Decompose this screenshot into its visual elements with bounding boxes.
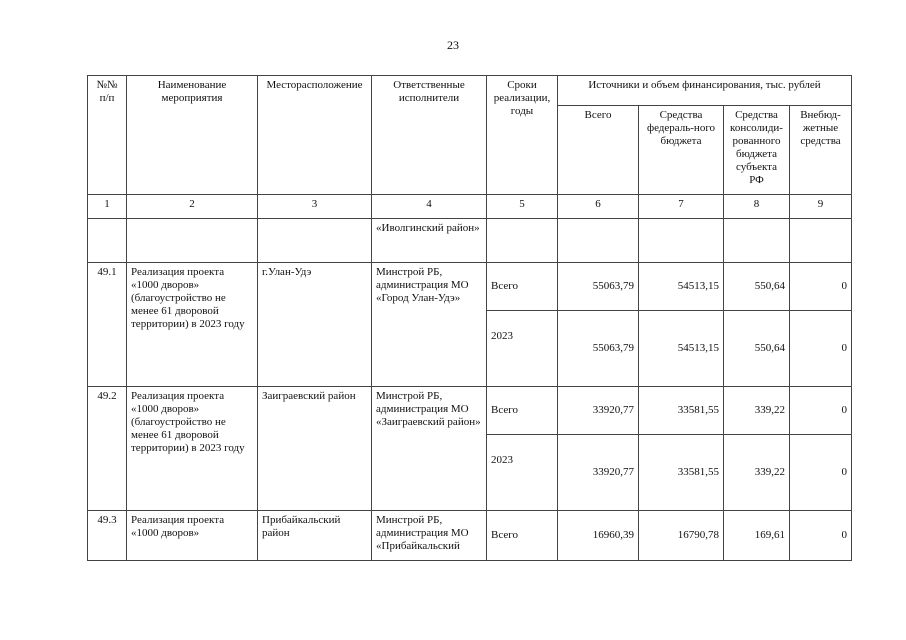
table-row [88, 511, 852, 561]
event-name: Реализация проекта «1000 дворов» (благоустройство не менее 61 дворовой территории) в 2023 году [127, 387, 258, 511]
row-number: 49.2 [88, 387, 127, 511]
regional-value: 169,61 [724, 511, 790, 561]
financing-table [87, 75, 852, 561]
table-row [88, 387, 852, 435]
header-total: Всего [558, 106, 639, 195]
period: 2023 [487, 311, 558, 387]
offbudget-value: 0 [790, 311, 852, 387]
event-name: Реализация проекта «1000 дворов» [127, 511, 258, 561]
federal-value: 33581,55 [639, 387, 724, 435]
offbudget-value: 0 [790, 387, 852, 435]
regional-value: 339,22 [724, 435, 790, 511]
location: Прибайкальский район [258, 511, 372, 561]
header-location: Месторасположение [258, 76, 372, 195]
header-financing: Источники и объем финансирования, тыс. рублей [558, 76, 852, 106]
column-number: 3 [258, 195, 372, 219]
offbudget-value: 0 [790, 263, 852, 311]
column-number: 2 [127, 195, 258, 219]
federal-value: 54513,15 [639, 311, 724, 387]
row-number: 49.3 [88, 511, 127, 561]
table-row [88, 263, 852, 311]
column-number: 9 [790, 195, 852, 219]
column-number: 1 [88, 195, 127, 219]
offbudget-value: 0 [790, 511, 852, 561]
header-offbudget: Внебюд-жетные средства [790, 106, 852, 195]
executors: Минстрой РБ, администрация МО «Город Улан-Удэ» [372, 263, 487, 387]
location: г.Улан-Удэ [258, 263, 372, 387]
continuation-row [88, 219, 852, 263]
row-number: 49.1 [88, 263, 127, 387]
federal-value: 33581,55 [639, 435, 724, 511]
federal-value: 54513,15 [639, 263, 724, 311]
regional-value: 550,64 [724, 311, 790, 387]
column-number: 4 [372, 195, 487, 219]
executors: Минстрой РБ, администрация МО «Прибайкальский [372, 511, 487, 561]
executors: Минстрой РБ, администрация МО «Заиграевский район» [372, 387, 487, 511]
regional-value: 550,64 [724, 263, 790, 311]
total-value: 55063,79 [558, 311, 639, 387]
header-consolidated: Средства консолиди-рованного бюджета субъекта РФ [724, 106, 790, 195]
header-executors: Ответственные исполнители [372, 76, 487, 195]
total-value: 33920,77 [558, 387, 639, 435]
regional-value: 339,22 [724, 387, 790, 435]
period: Всего [487, 387, 558, 435]
column-number: 6 [558, 195, 639, 219]
period: 2023 [487, 435, 558, 511]
header-number: №№ п/п [88, 76, 127, 195]
column-number: 7 [639, 195, 724, 219]
page-number: 23 [447, 38, 459, 52]
location: Заиграевский район [258, 387, 372, 511]
total-value: 33920,77 [558, 435, 639, 511]
total-value: 16960,39 [558, 511, 639, 561]
event-name: Реализация проекта «1000 дворов» (благоустройство не менее 61 дворовой территории) в 2023 году [127, 263, 258, 387]
offbudget-value: 0 [790, 435, 852, 511]
header-periods: Сроки реализации, годы [487, 76, 558, 195]
period: Всего [487, 263, 558, 311]
column-number: 5 [487, 195, 558, 219]
header-event-name: Наименование мероприятия [127, 76, 258, 195]
executors-cell: «Иволгинский район» [372, 219, 487, 263]
period: Всего [487, 511, 558, 561]
column-number: 8 [724, 195, 790, 219]
total-value: 55063,79 [558, 263, 639, 311]
header-federal: Средства федераль-ного бюджета [639, 106, 724, 195]
federal-value: 16790,78 [639, 511, 724, 561]
